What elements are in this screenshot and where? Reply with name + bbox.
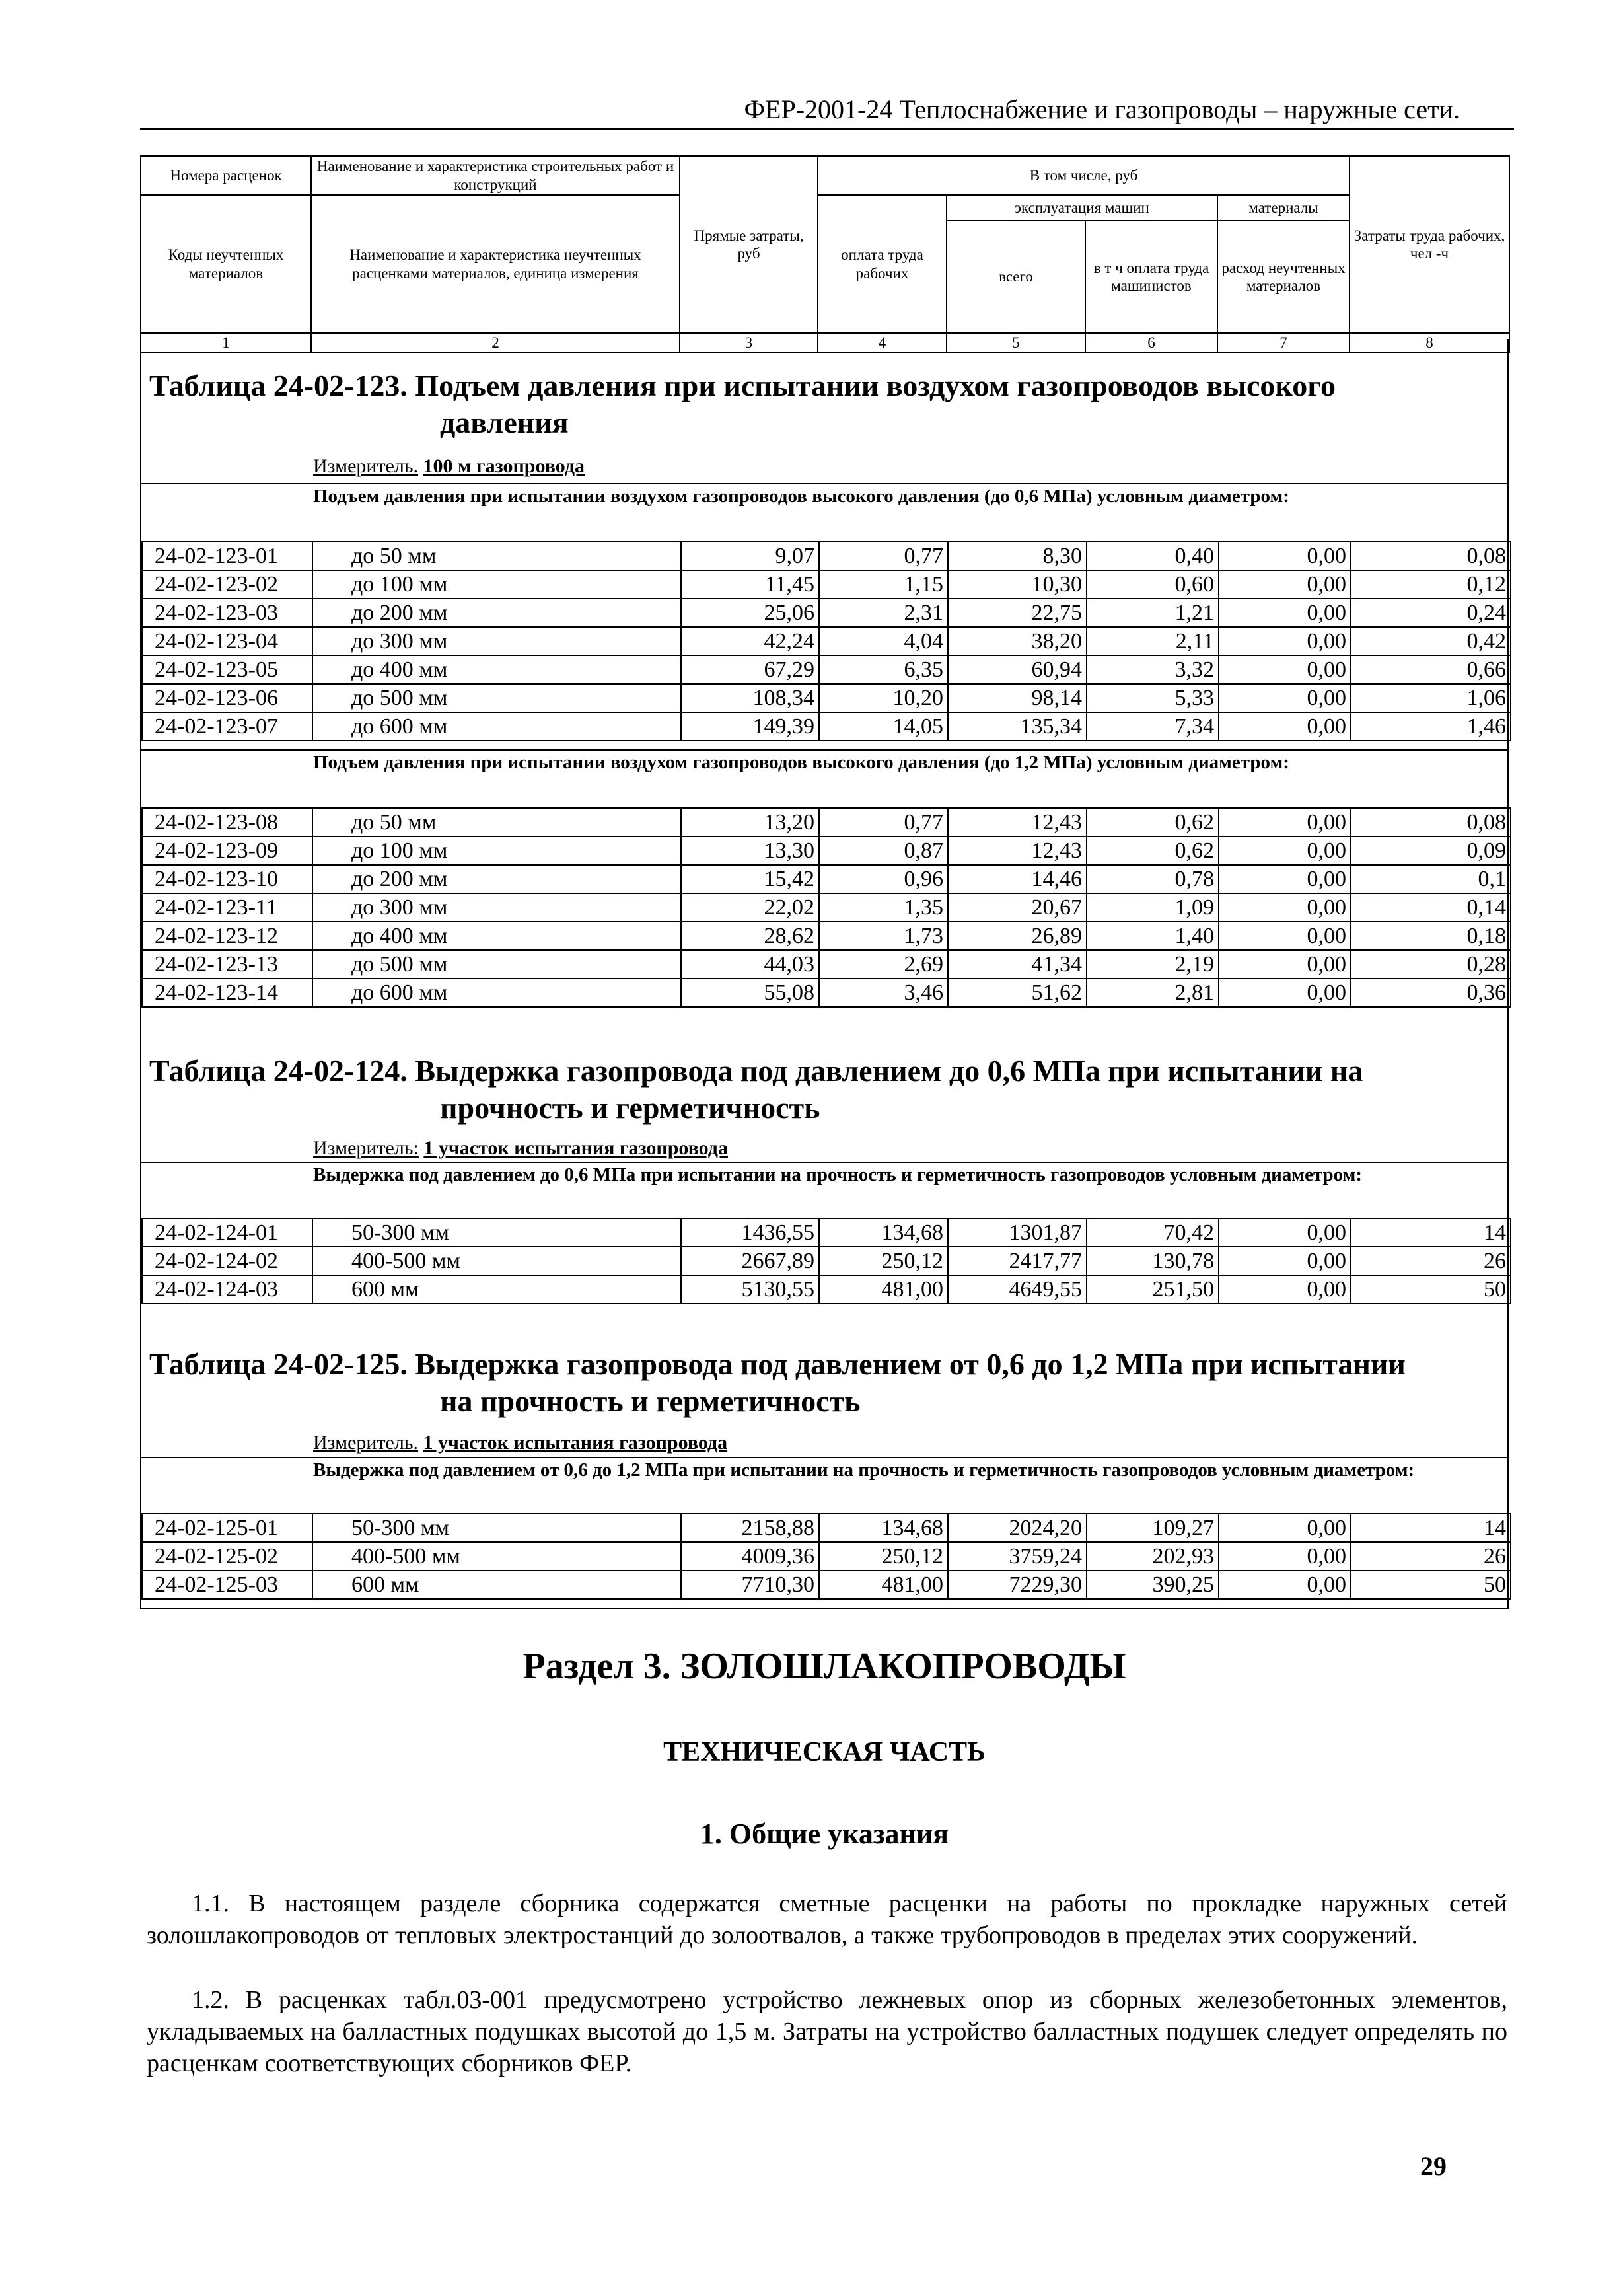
- rate-code: 24-02-123-07: [142, 712, 312, 741]
- direct-cost: 5130,55: [681, 1275, 819, 1304]
- materials-cost: 0,00: [1219, 950, 1351, 979]
- machinist-pay: 0,62: [1087, 836, 1219, 865]
- table-row: [142, 1542, 1511, 1571]
- machinist-pay: 130,78: [1087, 1247, 1219, 1275]
- direct-cost: 28,62: [681, 922, 819, 950]
- materials-cost: 0,00: [1219, 655, 1351, 684]
- table-row: [142, 979, 1511, 1007]
- table-row: [142, 1571, 1511, 1599]
- rate-name: до 50 мм: [312, 542, 681, 570]
- labor-pay: 481,00: [819, 1571, 948, 1599]
- labor-hours: 26: [1351, 1247, 1511, 1275]
- header-col5: всего: [947, 221, 1085, 333]
- machinist-pay: 251,50: [1087, 1275, 1219, 1304]
- rate-name: 600 мм: [312, 1275, 681, 1304]
- paragraph: 1.2. В расценках табл.03-001 предусмотрено устройство лежневых опор из сборных железобетонных элементов, укладываемых на балластных подушках высотой до 1,5 м. Затраты на устройство балластных подушек следует определять по расценкам соответствующих сборников ФЕР.: [147, 1986, 1507, 2077]
- direct-cost: 149,39: [681, 712, 819, 741]
- machinist-pay: 1,40: [1087, 922, 1219, 950]
- labor-hours: 50: [1351, 1571, 1511, 1599]
- table-row: [142, 950, 1511, 979]
- machines-total: 98,14: [948, 684, 1087, 712]
- machinist-pay: 0,78: [1087, 865, 1219, 893]
- machines-total: 22,75: [948, 599, 1087, 627]
- rate-name: до 600 мм: [312, 712, 681, 741]
- meter-value: 100 м газопровода: [423, 455, 585, 477]
- table-row: [142, 836, 1511, 865]
- meter-label: Измеритель.: [313, 1432, 419, 1454]
- machines-total: 135,34: [948, 712, 1087, 741]
- table-row: [142, 1218, 1511, 1247]
- machinist-pay: 7,34: [1087, 712, 1219, 741]
- paragraph: 1.1. В настоящем разделе сборника содержатся сметные расценки на работы по прокладке наружных сетей золошлакопроводов от тепловых электростанций до золоотвалов, а также трубопроводов в пределах этих сооружений.: [147, 1890, 1507, 1949]
- rate-code: 24-02-123-14: [142, 979, 312, 1007]
- labor-pay: 2,69: [819, 950, 948, 979]
- table-row: [142, 684, 1511, 712]
- machinist-pay: 109,27: [1087, 1514, 1219, 1542]
- labor-hours: 26: [1351, 1542, 1511, 1571]
- table-title-line: Таблица 24-02-125. Выдержка газопровода под давлением от 0,6 до 1,2 МПа при испытании: [149, 1347, 1406, 1381]
- table-row: [142, 865, 1511, 893]
- rate-name: до 300 мм: [312, 627, 681, 655]
- materials-cost: 0,00: [1219, 599, 1351, 627]
- labor-hours: 0,24: [1351, 599, 1511, 627]
- group-subheader: Подъем давления при испытании воздухом газопроводов высокого давления (до 0,6 МПа) условным диаметром:: [141, 483, 1507, 508]
- materials-cost: 0,00: [1219, 922, 1351, 950]
- labor-hours: 0,08: [1351, 808, 1511, 836]
- rate-code: 24-02-124-02: [142, 1247, 312, 1275]
- direct-cost: 22,02: [681, 893, 819, 922]
- table-row: [142, 922, 1511, 950]
- labor-pay: 0,77: [819, 808, 948, 836]
- rate-name: 50-300 мм: [312, 1514, 681, 1542]
- labor-pay: 0,96: [819, 865, 948, 893]
- labor-pay: 1,15: [819, 570, 948, 599]
- direct-cost: 42,24: [681, 627, 819, 655]
- table-row: [142, 1275, 1511, 1304]
- tech-part-title: ТЕХНИЧЕСКАЯ ЧАСТЬ: [663, 1737, 986, 1767]
- header-col8: Затраты труда рабочих, чел -ч: [1350, 156, 1509, 333]
- table-row: [142, 893, 1511, 922]
- rate-code: 24-02-123-11: [142, 893, 312, 922]
- labor-pay: 0,87: [819, 836, 948, 865]
- rates-table: [141, 541, 1511, 741]
- materials-cost: 0,00: [1219, 627, 1351, 655]
- machines-total: 10,30: [948, 570, 1087, 599]
- labor-pay: 481,00: [819, 1275, 948, 1304]
- rate-name: до 100 мм: [312, 836, 681, 865]
- materials-cost: 0,00: [1219, 865, 1351, 893]
- rate-name: 400-500 мм: [312, 1542, 681, 1571]
- rate-code: 24-02-123-05: [142, 655, 312, 684]
- labor-pay: 4,04: [819, 627, 948, 655]
- meter: [313, 1432, 727, 1454]
- machines-total: 12,43: [948, 808, 1087, 836]
- table-row: [142, 808, 1511, 836]
- rate-code: 24-02-123-02: [142, 570, 312, 599]
- machines-total: 7229,30: [948, 1571, 1087, 1599]
- rate-code: 24-02-123-09: [142, 836, 312, 865]
- machines-total: 12,43: [948, 836, 1087, 865]
- table-row: [142, 570, 1511, 599]
- materials-cost: 0,00: [1219, 1514, 1351, 1542]
- machinist-pay: 5,33: [1087, 684, 1219, 712]
- general-title: 1. Общие указания: [700, 1818, 949, 1850]
- machinist-pay: 0,40: [1087, 542, 1219, 570]
- meter-value: 1 участок испытания газопровода: [423, 1432, 728, 1454]
- direct-cost: 13,20: [681, 808, 819, 836]
- labor-pay: 134,68: [819, 1514, 948, 1542]
- machinist-pay: 1,21: [1087, 599, 1219, 627]
- materials-cost: 0,00: [1219, 836, 1351, 865]
- materials-cost: 0,00: [1219, 1571, 1351, 1599]
- header-number: 7: [1217, 333, 1350, 353]
- direct-cost: 25,06: [681, 599, 819, 627]
- rate-code: 24-02-123-03: [142, 599, 312, 627]
- header-col4: оплата труда рабочих: [818, 195, 947, 333]
- meter: [313, 455, 585, 478]
- rate-name: до 600 мм: [312, 979, 681, 1007]
- header-number: 5: [947, 333, 1085, 353]
- table-row: [142, 627, 1511, 655]
- labor-pay: 0,77: [819, 542, 948, 570]
- labor-pay: 3,46: [819, 979, 948, 1007]
- meter-value: 1 участок испытания газопровода: [423, 1137, 728, 1159]
- header-col1-top: Номера расценок: [141, 156, 311, 195]
- table-title: [149, 1346, 1406, 1420]
- machinist-pay: 0,62: [1087, 808, 1219, 836]
- rates-table: [141, 1513, 1511, 1600]
- rate-code: 24-02-124-01: [142, 1218, 312, 1247]
- rates-table: [141, 807, 1511, 1008]
- rate-name: до 500 мм: [312, 684, 681, 712]
- labor-pay: 134,68: [819, 1218, 948, 1247]
- column-header-table: [140, 155, 1510, 353]
- direct-cost: 4009,36: [681, 1542, 819, 1571]
- header-col7: расход неучтенных материалов: [1217, 221, 1350, 333]
- machines-total: 60,94: [948, 655, 1087, 684]
- rate-code: 24-02-123-08: [142, 808, 312, 836]
- running-header: ФЕР-2001-24 Теплоснабжение и газопроводы – наружные сети.: [744, 94, 1460, 124]
- table-title-line: на прочность и герметичность: [440, 1384, 861, 1418]
- labor-pay: 1,35: [819, 893, 948, 922]
- machinist-pay: 0,60: [1087, 570, 1219, 599]
- direct-cost: 2667,89: [681, 1247, 819, 1275]
- machines-total: 38,20: [948, 627, 1087, 655]
- labor-hours: 0,66: [1351, 655, 1511, 684]
- header-machines: эксплуатация машин: [947, 195, 1217, 221]
- rate-code: 24-02-123-04: [142, 627, 312, 655]
- materials-cost: 0,00: [1219, 570, 1351, 599]
- direct-cost: 67,29: [681, 655, 819, 684]
- machinist-pay: 2,19: [1087, 950, 1219, 979]
- header-rule: [140, 128, 1514, 130]
- labor-pay: 250,12: [819, 1542, 948, 1571]
- direct-cost: 108,34: [681, 684, 819, 712]
- labor-hours: 0,14: [1351, 893, 1511, 922]
- header-col1-bottom: Коды неучтенных материалов: [141, 195, 311, 333]
- machinist-pay: 1,09: [1087, 893, 1219, 922]
- machinist-pay: 390,25: [1087, 1571, 1219, 1599]
- rate-name: 400-500 мм: [312, 1247, 681, 1275]
- direct-cost: 55,08: [681, 979, 819, 1007]
- rate-name: 600 мм: [312, 1571, 681, 1599]
- materials-cost: 0,00: [1219, 893, 1351, 922]
- materials-cost: 0,00: [1219, 979, 1351, 1007]
- rates-table: [141, 1218, 1511, 1304]
- rate-code: 24-02-125-01: [142, 1514, 312, 1542]
- materials-cost: 0,00: [1219, 684, 1351, 712]
- labor-hours: 0,18: [1351, 922, 1511, 950]
- machines-total: 8,30: [948, 542, 1087, 570]
- machines-total: 1301,87: [948, 1218, 1087, 1247]
- meter: [313, 1137, 728, 1160]
- direct-cost: 1436,55: [681, 1218, 819, 1247]
- machines-total: 26,89: [948, 922, 1087, 950]
- header-number: 2: [311, 333, 680, 353]
- rate-code: 24-02-125-03: [142, 1571, 312, 1599]
- direct-cost: 7710,30: [681, 1571, 819, 1599]
- header-number: 6: [1085, 333, 1217, 353]
- machines-total: 14,46: [948, 865, 1087, 893]
- machines-total: 3759,24: [948, 1542, 1087, 1571]
- table-title-line: прочность и герметичность: [440, 1091, 820, 1125]
- labor-pay: 250,12: [819, 1247, 948, 1275]
- machines-total: 51,62: [948, 979, 1087, 1007]
- labor-hours: 14: [1351, 1514, 1511, 1542]
- table-row: [142, 712, 1511, 741]
- rate-code: 24-02-123-13: [142, 950, 312, 979]
- rate-code: 24-02-123-10: [142, 865, 312, 893]
- table-title: [149, 367, 1336, 441]
- labor-hours: 1,06: [1351, 684, 1511, 712]
- labor-hours: 0,08: [1351, 542, 1511, 570]
- labor-hours: 0,1: [1351, 865, 1511, 893]
- table-row: [142, 542, 1511, 570]
- labor-hours: 14: [1351, 1218, 1511, 1247]
- rate-name: до 100 мм: [312, 570, 681, 599]
- rate-name: до 500 мм: [312, 950, 681, 979]
- header-col3: Прямые затраты, руб: [680, 156, 818, 333]
- table-title-line: давления: [440, 406, 569, 439]
- machines-total: 2417,77: [948, 1247, 1087, 1275]
- labor-hours: 0,09: [1351, 836, 1511, 865]
- labor-hours: 0,28: [1351, 950, 1511, 979]
- materials-cost: 0,00: [1219, 1542, 1351, 1571]
- table-title-line: Таблица 24-02-124. Выдержка газопровода под давлением до 0,6 МПа при испытании на: [149, 1054, 1363, 1088]
- labor-hours: 0,42: [1351, 627, 1511, 655]
- machines-total: 4649,55: [948, 1275, 1087, 1304]
- page-number: 29: [1420, 2151, 1447, 2181]
- group-subheader: Подъем давления при испытании воздухом газопроводов высокого давления (до 1,2 МПа) условным диаметром:: [141, 749, 1507, 774]
- table-title: [149, 1053, 1363, 1127]
- rate-name: до 300 мм: [312, 893, 681, 922]
- rate-code: 24-02-125-02: [142, 1542, 312, 1571]
- labor-hours: 50: [1351, 1275, 1511, 1304]
- rate-code: 24-02-123-06: [142, 684, 312, 712]
- header-materials: материалы: [1217, 195, 1350, 221]
- header-number: 3: [680, 333, 818, 353]
- table-row: [142, 1514, 1511, 1542]
- header-number: 4: [818, 333, 947, 353]
- direct-cost: 9,07: [681, 542, 819, 570]
- table-row: [142, 655, 1511, 684]
- labor-hours: 0,36: [1351, 979, 1511, 1007]
- machines-total: 20,67: [948, 893, 1087, 922]
- rate-name: до 400 мм: [312, 655, 681, 684]
- labor-pay: 10,20: [819, 684, 948, 712]
- header-number: 1: [141, 333, 311, 353]
- labor-pay: 14,05: [819, 712, 948, 741]
- table-row: [142, 1247, 1511, 1275]
- materials-cost: 0,00: [1219, 712, 1351, 741]
- rate-name: 50-300 мм: [312, 1218, 681, 1247]
- content-frame: [140, 339, 1509, 1609]
- header-number: 8: [1350, 333, 1509, 353]
- group-subheader: Выдержка под давлением до 0,6 МПа при испытании на прочность и герметичность газопроводов условным диаметром:: [141, 1162, 1507, 1187]
- machinist-pay: 202,93: [1087, 1542, 1219, 1571]
- table-title-line: Таблица 24-02-123. Подъем давления при испытании воздухом газопроводов высокого: [149, 369, 1336, 402]
- header-col2-top: Наименование и характеристика строительных работ и конструкций: [311, 156, 680, 195]
- header-group: В том числе, руб: [818, 156, 1350, 195]
- machinist-pay: 2,11: [1087, 627, 1219, 655]
- materials-cost: 0,00: [1219, 1275, 1351, 1304]
- machinist-pay: 2,81: [1087, 979, 1219, 1007]
- direct-cost: 44,03: [681, 950, 819, 979]
- rate-name: до 200 мм: [312, 599, 681, 627]
- materials-cost: 0,00: [1219, 808, 1351, 836]
- materials-cost: 0,00: [1219, 1247, 1351, 1275]
- labor-pay: 1,73: [819, 922, 948, 950]
- table-row: [142, 599, 1511, 627]
- labor-hours: 1,46: [1351, 712, 1511, 741]
- meter-label: Измеритель.: [313, 455, 419, 477]
- rate-name: до 200 мм: [312, 865, 681, 893]
- direct-cost: 15,42: [681, 865, 819, 893]
- meter-label: Измеритель:: [313, 1137, 419, 1159]
- machines-total: 2024,20: [948, 1514, 1087, 1542]
- header-col2-bottom: Наименование и характеристика неучтенных расценками материалов, единица измерения: [311, 195, 680, 333]
- direct-cost: 13,30: [681, 836, 819, 865]
- labor-hours: 0,12: [1351, 570, 1511, 599]
- labor-pay: 6,35: [819, 655, 948, 684]
- header-col6: в т ч оплата труда машинистов: [1085, 221, 1217, 333]
- direct-cost: 2158,88: [681, 1514, 819, 1542]
- machinist-pay: 3,32: [1087, 655, 1219, 684]
- group-subheader: Выдержка под давлением от 0,6 до 1,2 МПа при испытании на прочность и герметичность газопроводов условным диаметром:: [141, 1457, 1507, 1482]
- direct-cost: 11,45: [681, 570, 819, 599]
- machinist-pay: 70,42: [1087, 1218, 1219, 1247]
- rate-code: 24-02-124-03: [142, 1275, 312, 1304]
- materials-cost: 0,00: [1219, 1218, 1351, 1247]
- labor-pay: 2,31: [819, 599, 948, 627]
- rate-code: 24-02-123-12: [142, 922, 312, 950]
- materials-cost: 0,00: [1219, 542, 1351, 570]
- rate-name: до 400 мм: [312, 922, 681, 950]
- rate-code: 24-02-123-01: [142, 542, 312, 570]
- machines-total: 41,34: [948, 950, 1087, 979]
- section-title: Раздел 3. ЗОЛОШЛАКОПРОВОДЫ: [522, 1646, 1126, 1687]
- rate-name: до 50 мм: [312, 808, 681, 836]
